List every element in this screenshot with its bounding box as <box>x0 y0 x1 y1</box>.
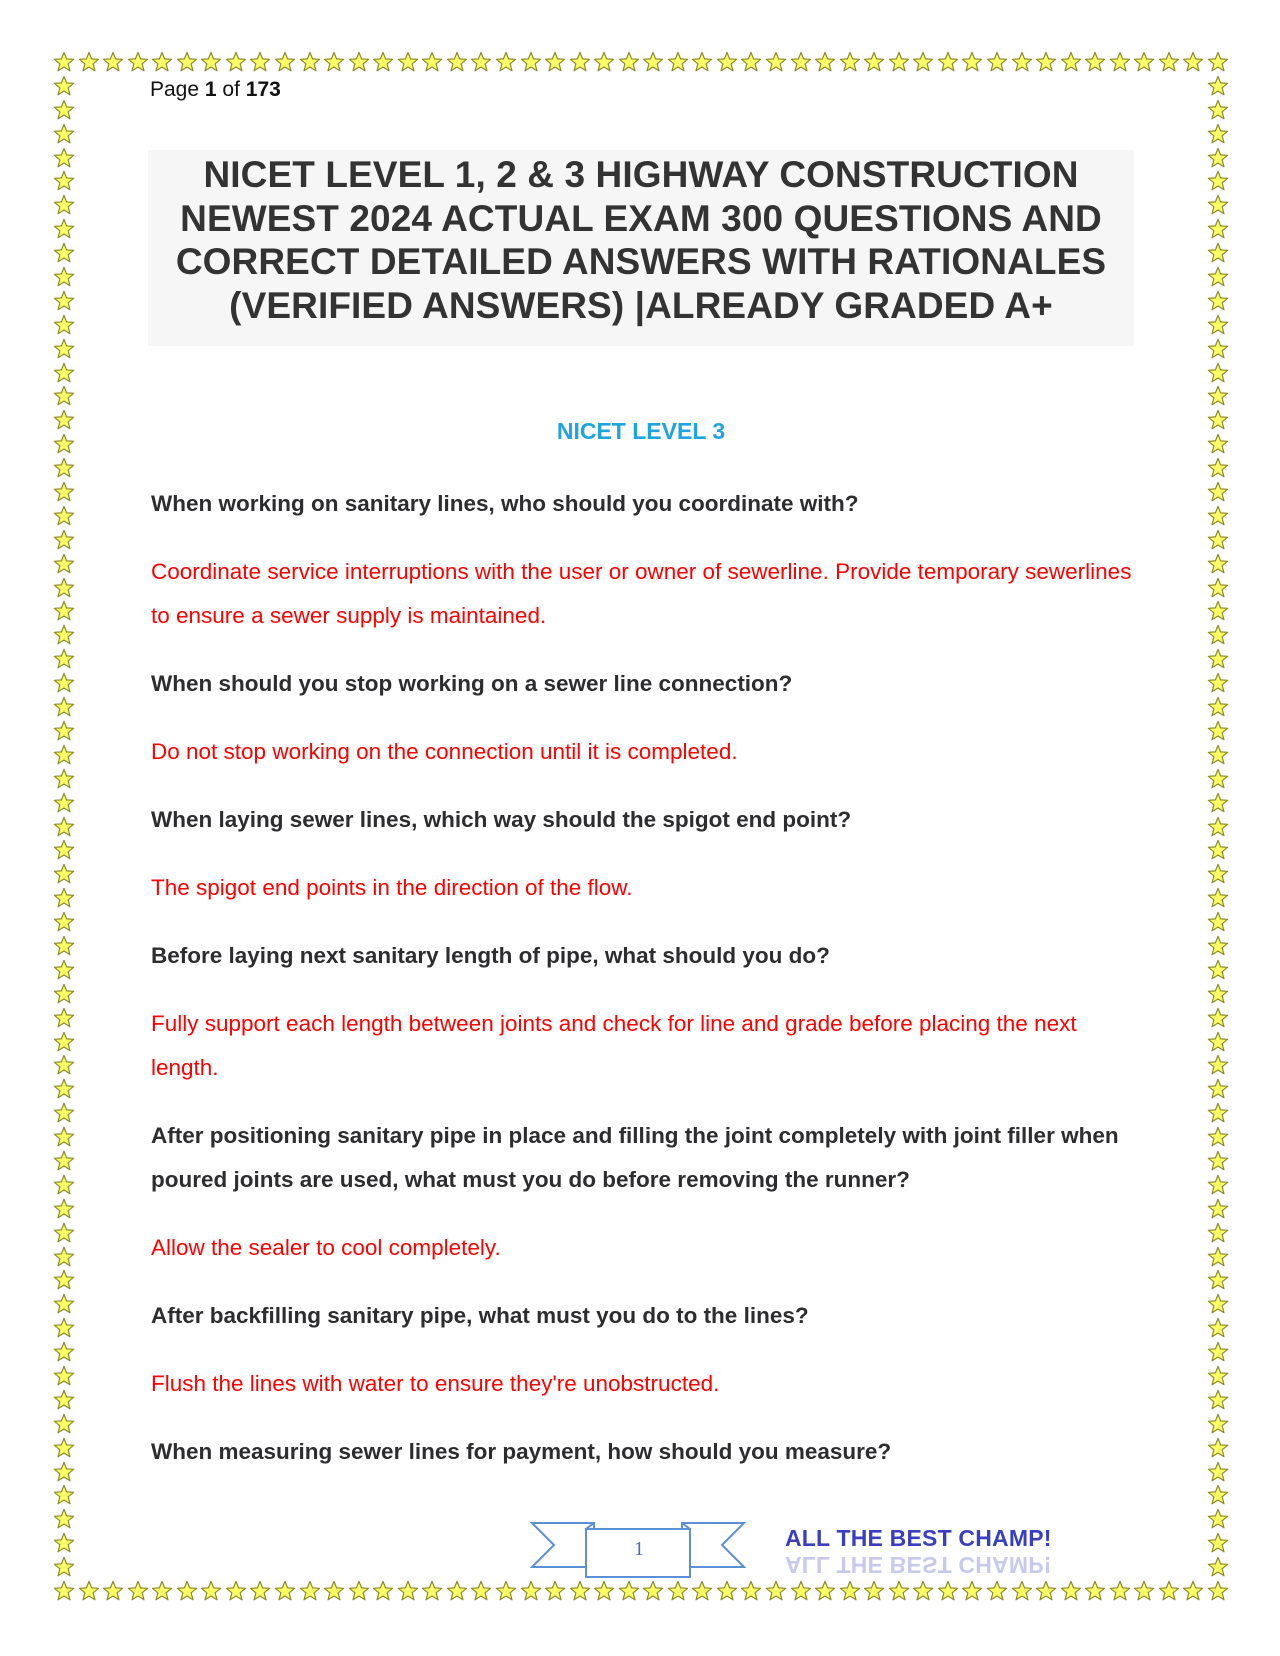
star-icon <box>642 51 664 73</box>
star-icon <box>1207 863 1229 885</box>
star-icon <box>53 1054 75 1076</box>
star-icon <box>1207 170 1229 192</box>
star-icon <box>1207 744 1229 766</box>
star-icon <box>53 123 75 145</box>
star-icon <box>1207 1078 1229 1100</box>
star-icon <box>1207 1413 1229 1435</box>
star-icon <box>1207 242 1229 264</box>
qa-list <box>151 482 1141 1498</box>
star-icon <box>53 242 75 264</box>
star-icon <box>151 1580 173 1602</box>
page-of: of <box>222 78 240 101</box>
star-icon <box>53 720 75 742</box>
star-icon <box>986 1580 1008 1602</box>
slogan: ALL THE BEST CHAMP! <box>785 1525 1052 1551</box>
star-icon <box>53 75 75 97</box>
question: Before laying next sanitary length of pipe, what should you do? <box>151 943 830 968</box>
star-icon <box>1207 218 1229 240</box>
page-counter <box>150 78 281 102</box>
star-icon <box>1207 314 1229 336</box>
star-icon <box>1035 51 1057 73</box>
star-icon <box>1207 505 1229 527</box>
star-icon <box>1182 1580 1204 1602</box>
star-icon <box>53 1532 75 1554</box>
star-icon <box>1207 1054 1229 1076</box>
star-icon <box>53 457 75 479</box>
star-icon <box>53 170 75 192</box>
star-icon <box>1207 1031 1229 1053</box>
star-icon <box>1207 1102 1229 1124</box>
star-icon <box>1207 1461 1229 1483</box>
star-icon <box>53 433 75 455</box>
star-icon <box>348 51 370 73</box>
star-icon <box>495 51 517 73</box>
star-icon <box>1207 1222 1229 1244</box>
star-icon <box>102 51 124 73</box>
star-icon <box>53 338 75 360</box>
star-icon <box>1207 1293 1229 1315</box>
star-icon <box>1207 792 1229 814</box>
star-icon <box>348 1580 370 1602</box>
star-icon <box>1207 816 1229 838</box>
star-icon <box>1207 1198 1229 1220</box>
star-icon <box>53 624 75 646</box>
star-icon <box>53 792 75 814</box>
star-icon <box>1207 338 1229 360</box>
star-icon <box>53 577 75 599</box>
star-icon <box>1207 1174 1229 1196</box>
star-icon <box>176 51 198 73</box>
star-icon <box>53 1389 75 1411</box>
star-icon <box>470 1580 492 1602</box>
star-icon <box>1207 266 1229 288</box>
star-icon <box>53 983 75 1005</box>
star-icon <box>1207 409 1229 431</box>
title-line: NEWEST 2024 ACTUAL EXAM 300 QUESTIONS AND <box>180 197 1102 239</box>
star-icon <box>470 51 492 73</box>
star-icon <box>765 51 787 73</box>
star-icon <box>1207 290 1229 312</box>
title-line: CORRECT DETAILED ANSWERS WITH RATIONALES <box>175 241 1107 282</box>
star-icon <box>716 51 738 73</box>
star-icon <box>1207 529 1229 551</box>
star-icon <box>53 816 75 838</box>
star-icon <box>814 51 836 73</box>
star-icon <box>200 1580 222 1602</box>
star-icon <box>790 51 812 73</box>
star-icon <box>53 696 75 718</box>
star-icon <box>1011 51 1033 73</box>
star-icon <box>53 1007 75 1029</box>
star-icon <box>1158 51 1180 73</box>
star-icon <box>863 51 885 73</box>
star-icon <box>593 51 615 73</box>
star-icon <box>53 1222 75 1244</box>
star-icon <box>299 51 321 73</box>
star-icon <box>888 51 910 73</box>
star-icon <box>421 1580 443 1602</box>
star-icon <box>937 1580 959 1602</box>
star-icon <box>53 99 75 121</box>
star-icon <box>323 51 345 73</box>
star-icon <box>839 1580 861 1602</box>
star-icon <box>740 51 762 73</box>
star-icon <box>53 51 75 73</box>
star-icon <box>667 51 689 73</box>
star-icon <box>299 1580 321 1602</box>
star-icon <box>1207 624 1229 646</box>
star-icon <box>397 1580 419 1602</box>
section-heading: NICET LEVEL 3 <box>556 418 726 444</box>
star-icon <box>839 51 861 73</box>
star-icon <box>986 51 1008 73</box>
star-icon <box>1207 1532 1229 1554</box>
page-total: 173 <box>245 78 281 101</box>
page-label: Page <box>150 78 200 101</box>
star-icon <box>249 1580 271 1602</box>
star-icon <box>53 194 75 216</box>
star-icon <box>1207 600 1229 622</box>
star-icon <box>1109 1580 1131 1602</box>
star-icon <box>225 51 247 73</box>
star-icon <box>53 1102 75 1124</box>
star-icon <box>1035 1580 1057 1602</box>
star-icon <box>176 1580 198 1602</box>
star-icon <box>495 1580 517 1602</box>
star-icon <box>1207 75 1229 97</box>
star-icon <box>53 385 75 407</box>
question: When working on sanitary lines, who should you coordinate with? <box>151 491 859 516</box>
star-icon <box>53 935 75 957</box>
star-icon <box>1207 147 1229 169</box>
star-icon <box>53 1508 75 1530</box>
question: When laying sewer lines, which way should the spigot end point? <box>151 807 852 832</box>
star-icon <box>53 553 75 575</box>
star-icon <box>53 1031 75 1053</box>
star-icon <box>1207 1508 1229 1530</box>
star-icon <box>1207 99 1229 121</box>
star-icon <box>1207 553 1229 575</box>
star-icon <box>544 51 566 73</box>
star-icon <box>53 266 75 288</box>
star-icon <box>53 1461 75 1483</box>
star-icon <box>1207 839 1229 861</box>
star-icon <box>937 51 959 73</box>
star-icon <box>78 1580 100 1602</box>
star-icon <box>1060 1580 1082 1602</box>
star-icon <box>249 51 271 73</box>
star-icon <box>1207 457 1229 479</box>
star-icon <box>1207 672 1229 694</box>
title-line: NICET LEVEL 1, 2 & 3 HIGHWAY CONSTRUCTION <box>203 154 1079 195</box>
star-icon <box>1207 720 1229 742</box>
star-icon <box>691 51 713 73</box>
star-icon <box>127 51 149 73</box>
star-icon <box>397 51 419 73</box>
star-icon <box>53 648 75 670</box>
star-icon <box>1207 1126 1229 1148</box>
star-icon <box>53 409 75 431</box>
star-icon <box>274 1580 296 1602</box>
star-icon <box>790 1580 812 1602</box>
star-icon <box>1207 194 1229 216</box>
star-icon <box>53 911 75 933</box>
star-icon <box>225 1580 247 1602</box>
star-icon <box>274 51 296 73</box>
star-icon <box>1207 385 1229 407</box>
star-icon <box>53 1150 75 1172</box>
answer: Flush the lines with water to ensure they're unobstructed. <box>151 1371 720 1396</box>
star-icon <box>1084 1580 1106 1602</box>
star-icon <box>53 1126 75 1148</box>
question: After positioning sanitary pipe in place and filling the joint completely with joint filler when poured joints are used, what must you do before removing the runner? <box>151 1123 1119 1192</box>
star-icon <box>1207 362 1229 384</box>
star-icon <box>53 1413 75 1435</box>
question: When measuring sewer lines for payment, how should you measure? <box>151 1439 892 1464</box>
star-icon <box>1207 911 1229 933</box>
star-icon <box>1207 768 1229 790</box>
title-box <box>148 150 1134 346</box>
star-icon <box>446 51 468 73</box>
star-icon <box>1084 51 1106 73</box>
star-icon <box>912 1580 934 1602</box>
star-icon <box>53 768 75 790</box>
star-icon <box>1158 1580 1180 1602</box>
star-icon <box>1207 983 1229 1005</box>
star-icon <box>53 744 75 766</box>
star-icon <box>53 1580 75 1602</box>
star-icon <box>1133 1580 1155 1602</box>
star-icon <box>765 1580 787 1602</box>
star-icon <box>53 1293 75 1315</box>
star-icon <box>53 600 75 622</box>
star-icon <box>53 1437 75 1459</box>
answer: Do not stop working on the connection until it is completed. <box>151 739 738 764</box>
star-icon <box>1109 51 1131 73</box>
star-icon <box>863 1580 885 1602</box>
document-title <box>148 150 1134 327</box>
slogan-reflection: ALL THE BEST CHAMP! <box>785 1552 1052 1578</box>
star-icon <box>78 51 100 73</box>
answer: Allow the sealer to cool completely. <box>151 1235 501 1260</box>
star-icon <box>1207 648 1229 670</box>
star-icon <box>1207 481 1229 503</box>
star-icon <box>421 51 443 73</box>
star-icon <box>618 51 640 73</box>
star-icon <box>151 51 173 73</box>
question: When should you stop working on a sewer line connection? <box>151 671 793 696</box>
star-icon <box>1207 123 1229 145</box>
star-icon <box>53 1341 75 1363</box>
star-icon <box>1207 1389 1229 1411</box>
footer-page-number: 1 <box>634 1538 644 1560</box>
answer: The spigot end points in the direction of the flow. <box>151 875 633 900</box>
star-icon <box>53 1078 75 1100</box>
star-icon <box>53 147 75 169</box>
star-icon <box>372 51 394 73</box>
star-icon <box>1207 1437 1229 1459</box>
star-icon <box>961 1580 983 1602</box>
star-icon <box>961 51 983 73</box>
star-icon <box>1207 696 1229 718</box>
star-icon <box>53 1484 75 1506</box>
star-icon <box>53 1365 75 1387</box>
star-icon <box>1207 1341 1229 1363</box>
star-icon <box>1182 51 1204 73</box>
star-icon <box>1011 1580 1033 1602</box>
star-icon <box>53 290 75 312</box>
star-icon <box>1207 1365 1229 1387</box>
star-icon <box>53 839 75 861</box>
answer: Fully support each length between joints and check for line and grade before placing the next length. <box>151 1011 1077 1080</box>
star-icon <box>53 218 75 240</box>
star-icon <box>1207 51 1229 73</box>
star-icon <box>53 505 75 527</box>
star-icon <box>53 1246 75 1268</box>
star-icon <box>53 314 75 336</box>
star-icon <box>53 1198 75 1220</box>
star-icon <box>53 1174 75 1196</box>
star-icon <box>1207 1556 1229 1578</box>
page-current: 1 <box>204 78 217 101</box>
title-line: (VERIFIED ANSWERS) |ALREADY GRADED A+ <box>229 284 1053 326</box>
star-icon <box>814 1580 836 1602</box>
star-icon <box>53 1556 75 1578</box>
star-icon <box>1133 51 1155 73</box>
star-icon <box>1060 51 1082 73</box>
star-icon <box>520 51 542 73</box>
star-icon <box>53 1269 75 1291</box>
star-icon <box>102 1580 124 1602</box>
star-icon <box>1207 1580 1229 1602</box>
question: After backfilling sanitary pipe, what must you do to the lines? <box>151 1303 809 1328</box>
answer: Coordinate service interruptions with the user or owner of sewerline. Provide temporary sewerlines to ensure a sewer supply is maintained. <box>151 559 1132 628</box>
star-icon <box>53 1317 75 1339</box>
star-icon <box>1207 1484 1229 1506</box>
star-icon <box>53 863 75 885</box>
star-icon <box>1207 1317 1229 1339</box>
star-icon <box>53 362 75 384</box>
star-icon <box>1207 1269 1229 1291</box>
star-icon <box>1207 1150 1229 1172</box>
star-icon <box>372 1580 394 1602</box>
star-icon <box>53 529 75 551</box>
star-icon <box>888 1580 910 1602</box>
star-icon <box>53 481 75 503</box>
star-icon <box>323 1580 345 1602</box>
star-icon <box>569 51 591 73</box>
star-icon <box>1207 433 1229 455</box>
star-icon <box>1207 1246 1229 1268</box>
star-icon <box>127 1580 149 1602</box>
star-icon <box>200 51 222 73</box>
star-icon <box>1207 1007 1229 1029</box>
star-icon <box>53 672 75 694</box>
star-icon <box>1207 887 1229 909</box>
star-icon <box>53 887 75 909</box>
star-icon <box>53 959 75 981</box>
star-icon <box>1207 577 1229 599</box>
star-icon <box>446 1580 468 1602</box>
star-icon <box>912 51 934 73</box>
star-icon <box>1207 935 1229 957</box>
star-icon <box>1207 959 1229 981</box>
